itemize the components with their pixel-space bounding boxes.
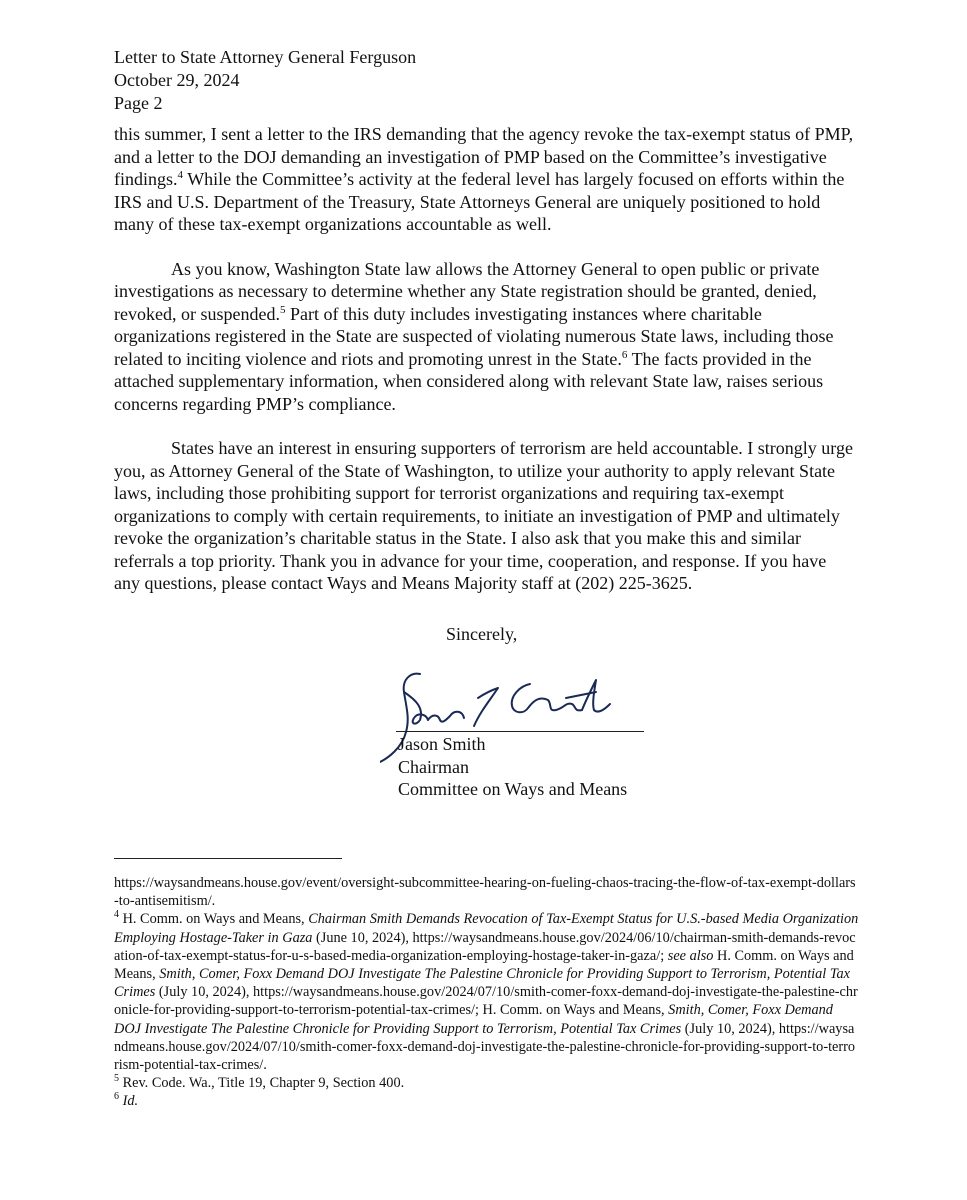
signatory-name: Jason Smith xyxy=(398,734,486,754)
footnote-continuation: https://waysandmeans.house.gov/event/oversight-subcommittee-hearing-on-fueling-chaos-tracing-the-flow-of-tax-exempt-dollars-to-antisemitism/. xyxy=(114,875,856,910)
signatory-details xyxy=(398,733,627,801)
footnote-5: $^5$ Rev. Code. Wa., Title 19, Chapter 9, Section 400. xyxy=(114,1073,405,1092)
footnote-6: $^6$ Id. xyxy=(114,1091,139,1110)
signatory-committee: Committee on Ways and Means xyxy=(398,779,628,799)
header-date: October 29, 2024 xyxy=(114,70,240,90)
signature-line xyxy=(396,731,644,732)
footnote-ref-5: 5 xyxy=(279,303,286,316)
paragraph-2: As you know, Washington State law allows the Attorney General to open public or private investigations as necessary to determine whether any State registration should be granted, denied, revoked, or suspended.$^5$ Part of this duty includes investigating instances where charitable organizations registered in the State are suspected of violating numerous State laws, including those related to inciting violence and riots and promoting unrest in the State.$^6$ The facts provided in the attached supplementary information, when considered along with relevant State law, raises serious concerns regarding PMP’s compliance. xyxy=(114,258,834,414)
footnote-ref-4: 4 xyxy=(177,169,184,181)
paragraph-1: this summer, I sent a letter to the IRS demanding that the agency revoke the tax-exempt status of PMP, and a letter to the DOJ demanding an investigation of PMP based on the Committee’s investigative findings.$^4$ While the Committee’s activity at the federal level has largely focused on efforts within the IRS and U.S. Department of the Treasury, State Attorneys General are uniquely positioned to hold many of these tax-exempt organizations accountable as well. xyxy=(114,124,854,234)
footnote-divider xyxy=(114,858,342,859)
closing-salutation: Sincerely, xyxy=(446,624,518,644)
page-header xyxy=(114,46,416,115)
signatory-title: Chairman xyxy=(398,756,469,777)
letter-body xyxy=(114,123,856,617)
paragraph-3: States have an interest in ensuring supporters of terrorism are held accountable. I strongly urge you, as Attorney General of the State of Washington, to utilize your authority to apply relevant State laws, including those prohibiting support for terrorist organizations and requiring tax-exempt organizations to comply with certain requirements, to initiate an investigation of PMP and ultimately revoke the organization’s charitable status in the State. I also ask that you make this and similar referrals a top priority. Thank you in advance for your time, cooperation, and response. If you have any questions, please contact Ways and Means Majority staff at (202) 225-3625. xyxy=(114,438,853,593)
header-page-number: Page 2 xyxy=(114,93,163,113)
header-recipient: Letter to State Attorney General Ferguson xyxy=(114,47,417,67)
footnote-4: $^4$ H. Comm. on Ways and Means, Chairman Smith Demands Revocation of Tax-Exempt Status for U.S.-based Media Organization Employing Hostage-Taker in Gaza (June 10, 2024), https://waysandmeans.house.gov/2024/06/10/chairman-smith-demands-revocation-of-tax-exempt-status-for-u-s-based-media-organization-employing-hostage-taker-in-gaza/; see also H. Comm. on Ways and Means, Smith, Comer, Foxx Demand DOJ Investigate The Palestine Chronicle for Providing Support to Terrorism, Potential Tax Crimes (July 10, 2024), https://waysandmeans.house.gov/2024/07/10/smith-comer-foxx-demand-doj-investigate-the-palestine-chronicle-for-providing-support-to-terrorism-potential-tax-crimes/; H. Comm. on Ways and Means, Smith, Comer, Foxx Demand DOJ Investigate The Palestine Chronicle for Providing Support to Terrorism, Potential Tax Crimes (July 10, 2024), https://waysandmeans.house.gov/2024/07/10/smith-comer-foxx-demand-doj-investigate-the-palestine-chronicle-for-providing-support-to-terrorism-potential-tax-crimes/. xyxy=(114,909,859,1074)
footnote-ref-6: 6 xyxy=(621,348,628,361)
signature-block xyxy=(380,660,660,800)
footnotes xyxy=(114,874,859,1111)
